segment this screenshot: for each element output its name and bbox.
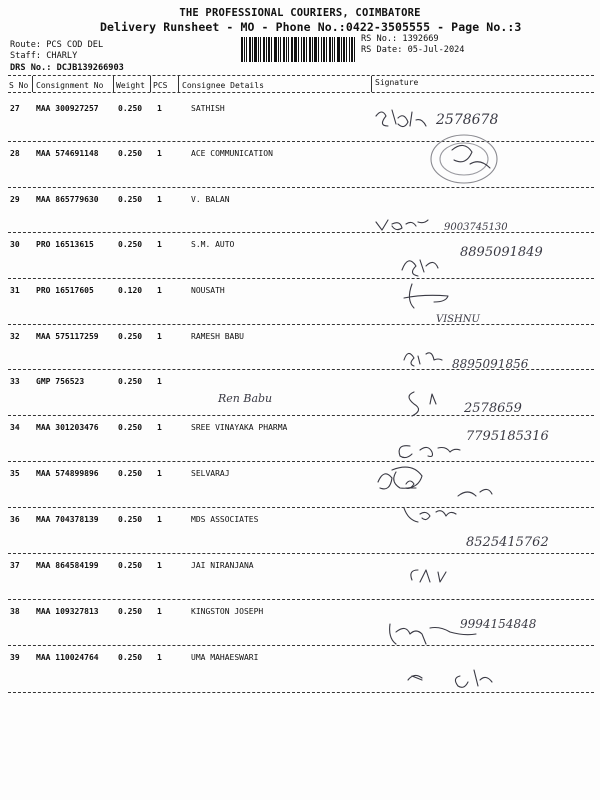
cell-consignee: KINGSTON JOSEPH bbox=[191, 607, 264, 616]
header-signature: Signature bbox=[375, 78, 419, 87]
cell-weight: 0.250 bbox=[118, 653, 143, 662]
cell-weight: 0.120 bbox=[118, 286, 143, 295]
phone-30: 8895091849 bbox=[460, 245, 543, 260]
signature-28 bbox=[452, 145, 490, 168]
signature-32 bbox=[404, 353, 442, 366]
cell-sno: 35 bbox=[10, 469, 20, 478]
header-consignee: Consignee Details bbox=[182, 81, 264, 90]
cell-weight: 0.250 bbox=[118, 423, 143, 432]
signature-33 bbox=[409, 392, 436, 416]
signature-37 bbox=[411, 570, 446, 582]
cell-consignee: JAI NIRANJANA bbox=[191, 561, 254, 570]
cell-consignee: NOUSATH bbox=[191, 286, 225, 295]
cell-consignment-no: MAA 865779630 bbox=[36, 195, 99, 204]
runsheet-subtitle: Delivery Runsheet - MO - Phone No.:0422-3505555 - Page No.:3 bbox=[100, 20, 522, 34]
signature-36 bbox=[404, 508, 456, 522]
cell-pcs: 1 bbox=[157, 377, 162, 386]
cell-sno: 33 bbox=[10, 377, 20, 386]
name-31: VISHNU bbox=[436, 314, 480, 325]
cell-pcs: 1 bbox=[157, 561, 162, 570]
cell-consignment-no: PRO 16513615 bbox=[36, 240, 94, 249]
stamp-seal bbox=[431, 135, 497, 183]
phone-29: 9003745130 bbox=[444, 222, 508, 233]
rs-date: RS Date: 05-Jul-2024 bbox=[361, 45, 465, 55]
cell-sno: 32 bbox=[10, 332, 20, 341]
cell-consignment-no: MAA 575117259 bbox=[36, 332, 99, 341]
cell-pcs: 1 bbox=[157, 653, 162, 662]
cell-consignee: SREE VINAYAKA PHARMA bbox=[191, 423, 288, 432]
cell-sno: 34 bbox=[10, 423, 20, 432]
signature-34 bbox=[399, 446, 460, 458]
cell-consignment-no: MAA 109327813 bbox=[36, 607, 99, 616]
phone-33: 2578659 bbox=[464, 401, 522, 416]
cell-weight: 0.250 bbox=[118, 561, 143, 570]
cell-weight: 0.250 bbox=[118, 240, 143, 249]
cell-weight: 0.250 bbox=[118, 469, 143, 478]
cell-consignment-no: MAA 301203476 bbox=[36, 423, 99, 432]
cell-consignment-no: MAA 300927257 bbox=[36, 104, 99, 113]
cell-pcs: 1 bbox=[157, 286, 162, 295]
rs-number: RS No.: 1392669 bbox=[361, 34, 439, 44]
cell-sno: 36 bbox=[10, 515, 20, 524]
cell-weight: 0.250 bbox=[118, 607, 143, 616]
signature-35 bbox=[378, 467, 422, 489]
phone-38: 9994154848 bbox=[460, 617, 537, 631]
cell-weight: 0.250 bbox=[118, 195, 143, 204]
cell-pcs: 1 bbox=[157, 104, 162, 113]
header-sno: S No bbox=[9, 81, 29, 90]
header-pcs: PCS bbox=[153, 81, 168, 90]
cell-consignee: SATHISH bbox=[191, 104, 225, 113]
cell-consignment-no: MAA 110024764 bbox=[36, 653, 99, 662]
cell-sno: 38 bbox=[10, 607, 20, 616]
cell-weight: 0.250 bbox=[118, 377, 143, 386]
cell-consignment-no: PRO 16517605 bbox=[36, 286, 94, 295]
document-title: THE PROFESSIONAL COURIERS, COIMBATORE bbox=[179, 7, 421, 19]
cell-consignee: ACE COMMUNICATION bbox=[191, 149, 273, 158]
signature-30 bbox=[402, 260, 438, 276]
signature-39 bbox=[408, 670, 492, 687]
cell-weight: 0.250 bbox=[118, 515, 143, 524]
phone-32: 8895091856 bbox=[452, 357, 529, 371]
cell-consignment-no: MAA 704378139 bbox=[36, 515, 99, 524]
cell-consignment-no: MAA 574691148 bbox=[36, 149, 99, 158]
drs-number: DRS No.: DCJB139266903 bbox=[10, 63, 124, 73]
cell-pcs: 1 bbox=[157, 195, 162, 204]
signature-27 bbox=[376, 110, 426, 127]
cell-consignee: MDS ASSOCIATES bbox=[191, 515, 259, 524]
cell-sno: 31 bbox=[10, 286, 20, 295]
cell-pcs: 1 bbox=[157, 469, 162, 478]
cell-pcs: 1 bbox=[157, 332, 162, 341]
cell-consignment-no: MAA 574899896 bbox=[36, 469, 99, 478]
cell-sno: 30 bbox=[10, 240, 20, 249]
signature-31 bbox=[404, 284, 448, 308]
cell-pcs: 1 bbox=[157, 423, 162, 432]
cell-pcs: 1 bbox=[157, 607, 162, 616]
header-weight: Weight bbox=[116, 81, 145, 90]
cell-weight: 0.250 bbox=[118, 332, 143, 341]
cell-consignee: V. BALAN bbox=[191, 195, 230, 204]
phone-27: 2578678 bbox=[436, 112, 499, 128]
phone-36: 8525415762 bbox=[466, 535, 549, 550]
cell-pcs: 1 bbox=[157, 149, 162, 158]
cell-consignee: S.M. AUTO bbox=[191, 240, 235, 249]
cell-consignment-no: GMP 756523 bbox=[36, 377, 85, 386]
cell-pcs: 1 bbox=[157, 240, 162, 249]
route-label: Route: PCS COD DEL bbox=[10, 40, 104, 50]
cell-sno: 28 bbox=[10, 149, 20, 158]
cell-pcs: 1 bbox=[157, 515, 162, 524]
cell-sno: 39 bbox=[10, 653, 20, 662]
header-consignment: Consignment No bbox=[36, 81, 104, 90]
cell-consignment-no: MAA 864584199 bbox=[36, 561, 99, 570]
cell-consignee: RAMESH BABU bbox=[191, 332, 244, 341]
cell-weight: 0.250 bbox=[118, 149, 143, 158]
phone-34: 7795185316 bbox=[466, 429, 549, 444]
cell-sno: 27 bbox=[10, 104, 20, 113]
cell-weight: 0.250 bbox=[118, 104, 143, 113]
handwritten-consignee-33: Ren Babu bbox=[218, 392, 273, 405]
staff-label: Staff: CHARLY bbox=[10, 51, 78, 61]
cell-sno: 37 bbox=[10, 561, 20, 570]
cell-sno: 29 bbox=[10, 195, 20, 204]
cell-consignee: SELVARAJ bbox=[191, 469, 230, 478]
cell-consignee: UMA MAHAESWARI bbox=[191, 653, 259, 662]
signature-29 bbox=[376, 220, 428, 230]
